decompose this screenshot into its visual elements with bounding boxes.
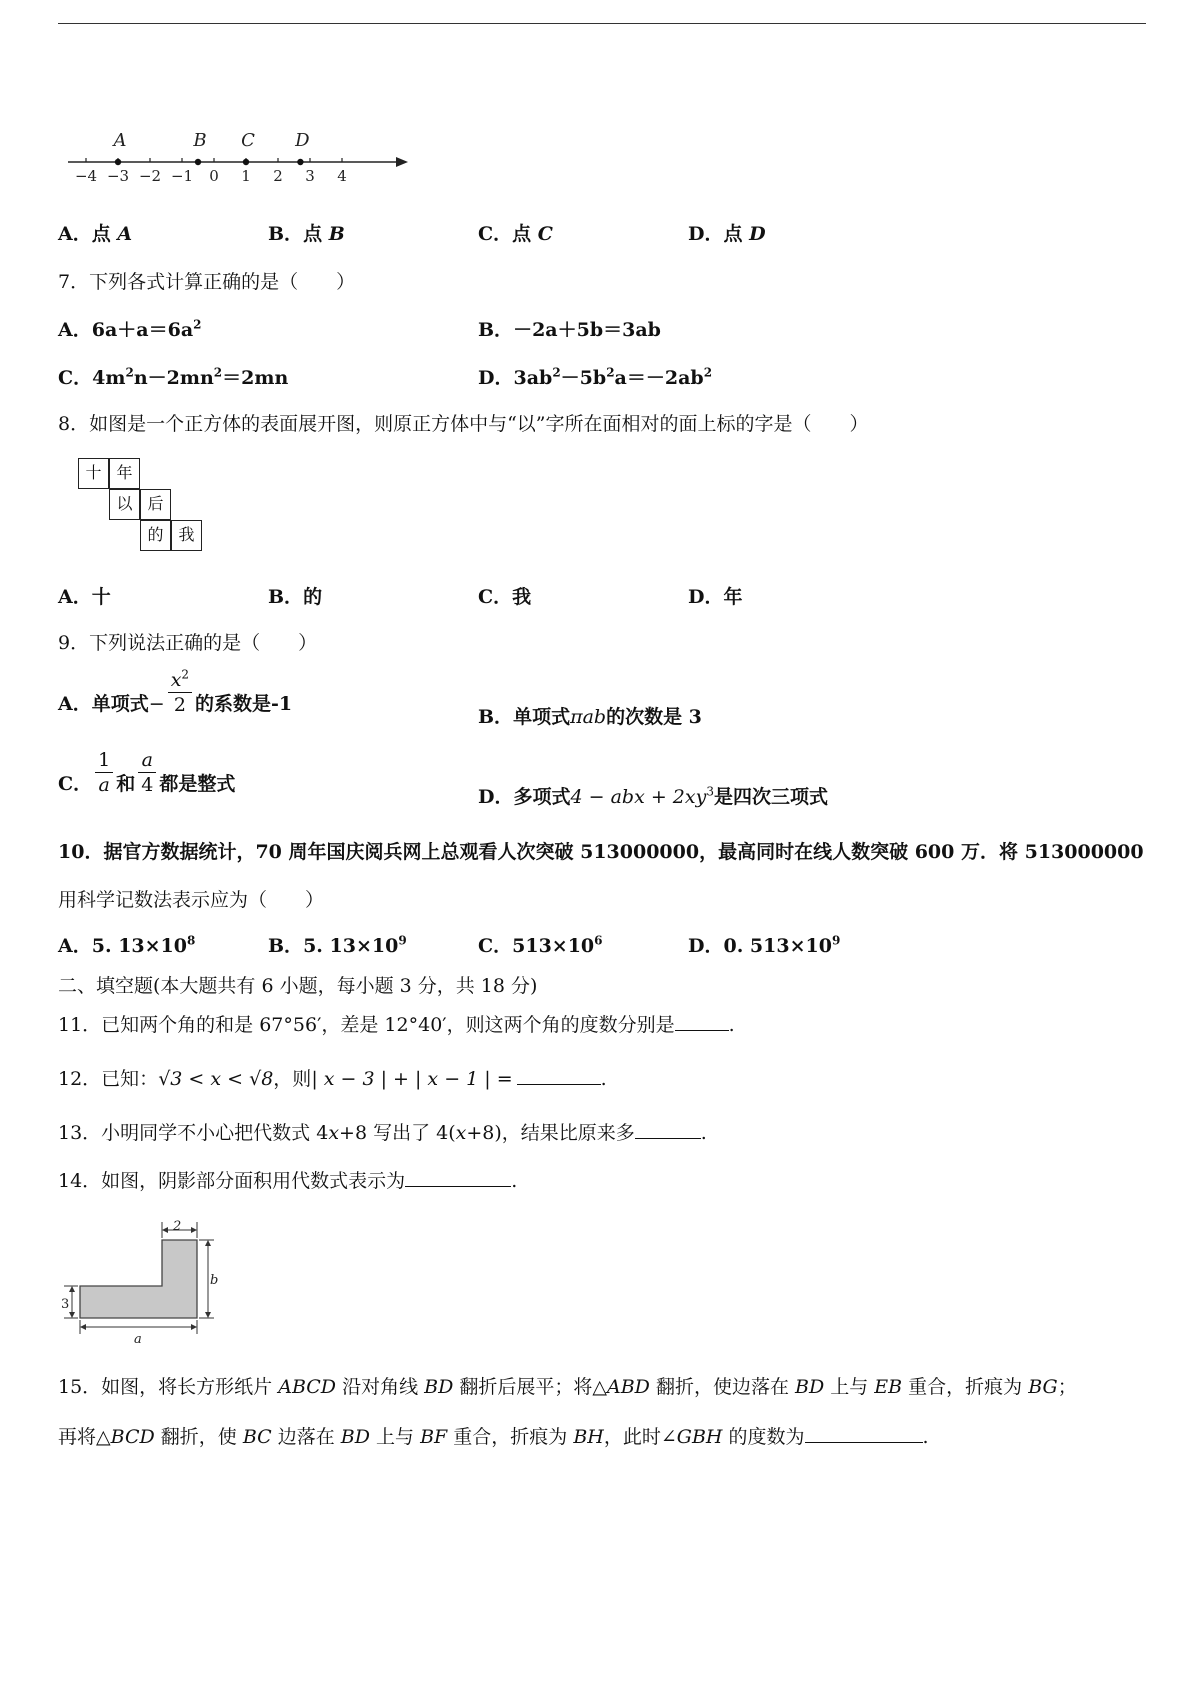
q11: 11．已知两个角的和是 67°56′，差是 12°40′，则这两个角的度数分别是 .: [58, 1010, 735, 1039]
q13: 13．小明同学不小心把代数式 4x+8 写出了 4(x+8)，结果比原来多 .: [58, 1118, 707, 1147]
q7-option-c[interactable]: C．$4m^2n-2mn^2=2mn$: [58, 365, 289, 389]
number-line-tick-label: −4: [74, 167, 98, 185]
number-line-point-label: D: [295, 130, 310, 151]
number-line-point-label: C: [241, 130, 255, 151]
q6-option-d[interactable]: D．点 D: [688, 223, 766, 245]
shaded-region: [80, 1240, 197, 1318]
number-line-point: [115, 159, 121, 165]
number-line-tick-label: 1: [241, 167, 251, 185]
q14-answer-blank[interactable]: [405, 1166, 511, 1187]
q15-line1: 15．如图，将长方形纸片 ABCD 沿对角线 BD 翻折后展平；将△ABD 翻折，使边落在 BD 上与 EB 重合，折痕为 BG；: [58, 1376, 1077, 1398]
dimension-bottom-label: a: [134, 1332, 142, 1346]
q8-stem: 8．如图是一个正方体的表面展开图，则原正方体中与“以”字所在面相对的面上标的字是（ ）: [58, 413, 869, 435]
number-line-point: [195, 159, 201, 165]
q10-stem-line1: 10．据官方数据统计，70 周年国庆阅兵网上总观看人次突破 513000000，最高同时在线人数突破 600 万．将 513000000: [58, 841, 1144, 863]
q8-option-b[interactable]: B．的: [268, 586, 323, 608]
q9-option-b[interactable]: B．单项式πab的次数是 3: [478, 706, 702, 728]
q14: 14．如图，阴影部分面积用代数式表示为 .: [58, 1166, 517, 1195]
q11-answer-blank[interactable]: [675, 1010, 729, 1031]
number-line-point-label: B: [193, 130, 207, 151]
net-cell: 的: [140, 520, 171, 551]
number-line-tick-label: 0: [209, 167, 219, 185]
number-line-tick-label: 3: [305, 167, 315, 185]
number-line-tick-label: 2: [273, 167, 283, 185]
net-cell: 年: [109, 458, 140, 489]
number-line-tick-label: −1: [170, 167, 194, 185]
dimension-right-label: b: [210, 1273, 219, 1288]
q12-answer-blank[interactable]: [517, 1064, 601, 1085]
number-line-tick-label: 4: [337, 167, 347, 185]
q9-option-a[interactable]: A．单项式− $\frac{x^2}{2}$ 的系数是-1: [58, 667, 293, 716]
q9-option-c[interactable]: C． $\frac{1}{a}$ 和 $\frac{a}{4}$ 都是整式: [58, 748, 236, 796]
number-line-tick-label: −2: [138, 167, 162, 185]
header-rule: [58, 23, 1146, 24]
q8-option-a[interactable]: A．十: [58, 586, 111, 608]
net-cell: 后: [140, 489, 171, 520]
q12: 12．已知：√3 < x < √8，则| x − 3 | + | x − 1 | = .: [58, 1064, 607, 1093]
q9-stem: 9．下列说法正确的是（ ）: [58, 632, 318, 654]
number-line-arrow: [396, 157, 408, 167]
q8-option-d[interactable]: D．年: [688, 586, 743, 608]
q7-option-b[interactable]: B．－2a＋5b＝3ab: [478, 319, 661, 341]
q10-stem-line2: 用科学记数法表示应为（ ）: [58, 889, 325, 911]
q6-option-c[interactable]: C．点 C: [478, 223, 553, 245]
q10-option-d[interactable]: D．0. $513\times 10^9$: [688, 933, 841, 957]
q10-option-a[interactable]: A．5. $13\times 10^8$: [58, 933, 196, 957]
q9-option-d[interactable]: D．多项式4 − abx + $2xy^3$是四次三项式: [478, 784, 828, 808]
shaded-area-figure: [58, 1218, 238, 1346]
q7-option-d[interactable]: D．$3ab^2-5b^2a=-2ab^2$: [478, 365, 713, 389]
q7-stem: 7．下列各式计算正确的是（ ）: [58, 271, 356, 293]
q13-answer-blank[interactable]: [635, 1118, 701, 1139]
q10-option-c[interactable]: C．$513\times 10^6$: [478, 933, 603, 957]
q8-option-c[interactable]: C．我: [478, 586, 532, 608]
net-cell: 我: [171, 520, 202, 551]
q6-option-a[interactable]: A．点 A: [58, 223, 133, 245]
q15-answer-blank[interactable]: [805, 1422, 923, 1443]
net-cell: 十: [78, 458, 109, 489]
cube-net-figure: [78, 458, 208, 558]
number-line-point: [297, 159, 303, 165]
dimension-left-label: 3: [61, 1297, 70, 1312]
q10-option-b[interactable]: B．5. $13\times 10^9$: [268, 933, 407, 957]
q15-line2: 再将△BCD 翻折，使 BC 边落在 BD 上与 BF 重合，折痕为 BH，此时∠GBH 的度数为 .: [58, 1422, 929, 1451]
net-cell: 以: [109, 489, 140, 520]
dimension-top-label: 2: [173, 1219, 182, 1234]
number-line-point: [243, 159, 249, 165]
q7-option-a[interactable]: A．$6a+a=6a^2$: [58, 317, 202, 341]
q6-option-b[interactable]: B．点 B: [268, 223, 345, 245]
number-line-point-label: A: [113, 130, 127, 151]
number-line-figure: [60, 128, 420, 188]
section-2-heading: 二、填空题(本大题共有 6 小题，每小题 3 分，共 18 分): [58, 975, 538, 997]
number-line-tick-label: −3: [106, 167, 130, 185]
